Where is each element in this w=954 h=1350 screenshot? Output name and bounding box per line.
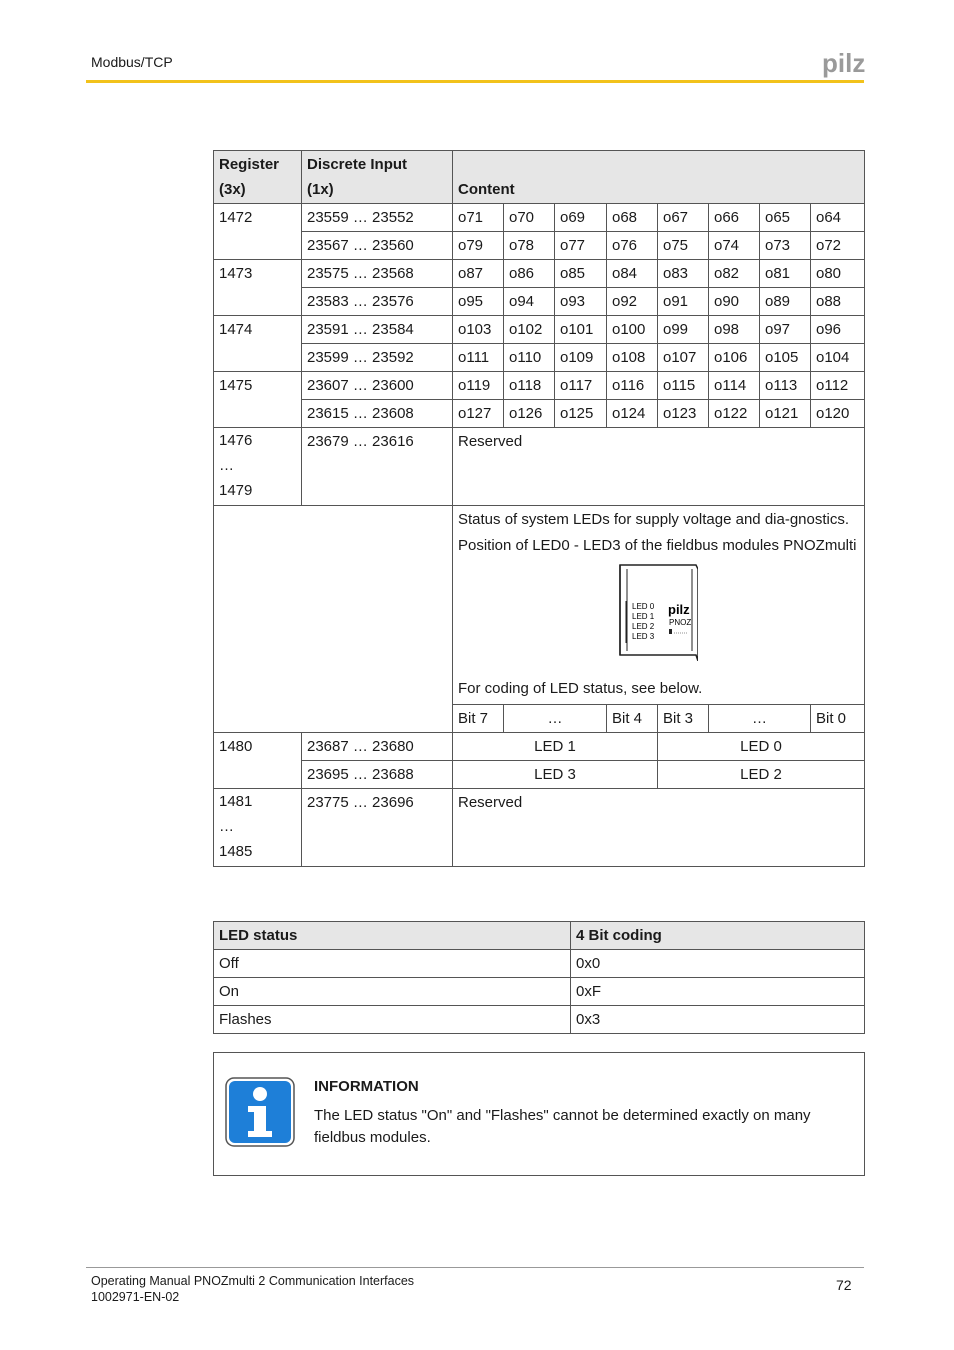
led-coding-cell: 0xF — [571, 978, 865, 1006]
bit-row — [214, 372, 865, 400]
svg-text:LED 2: LED 2 — [632, 622, 655, 631]
bit-row — [214, 344, 865, 372]
bit-cell: o78 — [504, 232, 555, 260]
led-status-table — [213, 921, 865, 1034]
bit-row — [214, 316, 865, 344]
led-low: LED 2 — [658, 761, 865, 789]
description-p3: For coding of LED status, see below. — [458, 680, 703, 697]
led-coding-cell: 0x0 — [571, 950, 865, 978]
bit-header-cell: Bit 4 — [607, 705, 658, 733]
svg-text:LED 0: LED 0 — [632, 602, 655, 611]
bit-cell: o79 — [453, 232, 504, 260]
reserved-discrete-input: 23679 … 23616 — [302, 428, 453, 506]
reserved-content: Reserved — [453, 789, 865, 867]
register-cell: 1473 — [214, 260, 302, 288]
bit-cell: o113 — [760, 372, 811, 400]
bit-cell: o121 — [760, 400, 811, 428]
header-led-status: LED status — [214, 922, 571, 950]
bit-cell: o103 — [453, 316, 504, 344]
bit-cell: o71 — [453, 204, 504, 232]
bit-cell: o65 — [760, 204, 811, 232]
bit-header-cell: … — [709, 705, 811, 733]
register-cell — [214, 344, 302, 372]
header-content: Content — [453, 151, 865, 204]
reserved-row-1 — [214, 428, 865, 506]
bit-cell: o127 — [453, 400, 504, 428]
register-cell — [214, 400, 302, 428]
header-title: Modbus/TCP — [91, 54, 173, 70]
info-title: INFORMATION — [314, 1078, 419, 1095]
bit-cell: o122 — [709, 400, 760, 428]
led-status-cell: Off — [214, 950, 571, 978]
led-register — [214, 761, 302, 789]
led-discrete-input: 23695 … 23688 — [302, 761, 453, 789]
bit-cell: o95 — [453, 288, 504, 316]
led-status-cell: On — [214, 978, 571, 1006]
svg-text:LED 3: LED 3 — [632, 632, 655, 641]
bit-cell: o100 — [607, 316, 658, 344]
bit-cell: o107 — [658, 344, 709, 372]
register-table — [213, 150, 865, 867]
header-4bit-coding: 4 Bit coding — [571, 922, 865, 950]
bit-header-cell: Bit 0 — [811, 705, 865, 733]
discrete-input-cell: 23559 … 23552 — [302, 204, 453, 232]
reserved-register: 1481 … 1485 — [214, 789, 302, 867]
register-cell — [214, 232, 302, 260]
header-register: Register (3x) — [214, 151, 302, 204]
led-table-header — [214, 922, 865, 950]
header-discrete-input: Discrete Input (1x) — [302, 151, 453, 204]
bit-cell: o97 — [760, 316, 811, 344]
led-position-figure — [618, 563, 698, 661]
empty-cell — [214, 506, 453, 733]
bit-cell: o72 — [811, 232, 865, 260]
led-description-row — [214, 506, 865, 705]
bit-cell: o101 — [555, 316, 607, 344]
bit-cell: o68 — [607, 204, 658, 232]
bit-cell: o84 — [607, 260, 658, 288]
reserved-content: Reserved — [453, 428, 865, 506]
register-cell: 1474 — [214, 316, 302, 344]
bit-cell: o69 — [555, 204, 607, 232]
discrete-input-cell: 23575 … 23568 — [302, 260, 453, 288]
bit-cell: o88 — [811, 288, 865, 316]
bit-cell: o126 — [504, 400, 555, 428]
page-number: 72 — [836, 1277, 852, 1293]
bit-cell: o73 — [760, 232, 811, 260]
bit-cell: o117 — [555, 372, 607, 400]
discrete-input-cell: 23607 … 23600 — [302, 372, 453, 400]
bit-row — [214, 204, 865, 232]
bit-header-cell: Bit 7 — [453, 705, 504, 733]
bit-cell: o80 — [811, 260, 865, 288]
led-high: LED 1 — [453, 733, 658, 761]
bit-cell: o74 — [709, 232, 760, 260]
bit-cell: o98 — [709, 316, 760, 344]
footer-rule — [86, 1267, 864, 1268]
information-box — [213, 1052, 865, 1176]
bit-cell: o116 — [607, 372, 658, 400]
bit-cell: o76 — [607, 232, 658, 260]
reserved-row-2 — [214, 789, 865, 867]
bit-cell: o91 — [658, 288, 709, 316]
bit-cell: o94 — [504, 288, 555, 316]
logo-text: pilz — [822, 48, 866, 78]
footer-info — [91, 1273, 414, 1305]
led-low: LED 0 — [658, 733, 865, 761]
reserved-discrete-input: 23775 … 23696 — [302, 789, 453, 867]
bit-cell: o109 — [555, 344, 607, 372]
bit-cell: o86 — [504, 260, 555, 288]
bit-header-cell: … — [504, 705, 607, 733]
footer-manual-title: Operating Manual PNOZmulti 2 Communication Interfaces — [91, 1274, 415, 1288]
bit-cell: o83 — [658, 260, 709, 288]
led-discrete-input: 23687 … 23680 — [302, 733, 453, 761]
pilz-logo — [820, 48, 866, 78]
bit-cell: o93 — [555, 288, 607, 316]
led-register: 1480 — [214, 733, 302, 761]
bit-cell: o115 — [658, 372, 709, 400]
register-cell: 1475 — [214, 372, 302, 400]
bit-cell: o89 — [760, 288, 811, 316]
header-rule — [86, 80, 864, 83]
bit-cell: o111 — [453, 344, 504, 372]
bit-row — [214, 288, 865, 316]
bit-cell: o104 — [811, 344, 865, 372]
bit-cell: o108 — [607, 344, 658, 372]
description-p2: Position of LED0 - LED3 of the fieldbus modules PNOZmulti — [458, 537, 857, 554]
description-p1: Status of system LEDs for supply voltage and dia-gnostics. — [458, 511, 850, 528]
info-text: The LED status "On" and "Flashes" cannot be determined exactly on many fieldbus modules. — [314, 1107, 811, 1146]
bit-cell: o77 — [555, 232, 607, 260]
led-status-row — [214, 950, 865, 978]
bit-cell: o118 — [504, 372, 555, 400]
bit-cell: o81 — [760, 260, 811, 288]
discrete-input-cell: 23591 … 23584 — [302, 316, 453, 344]
bit-cell: o123 — [658, 400, 709, 428]
led-row — [214, 733, 865, 761]
register-cell — [214, 288, 302, 316]
bit-cell: o64 — [811, 204, 865, 232]
bit-cell: o119 — [453, 372, 504, 400]
bit-cell: o85 — [555, 260, 607, 288]
discrete-input-cell: 23583 … 23576 — [302, 288, 453, 316]
bit-cell: o102 — [504, 316, 555, 344]
bit-cell: o105 — [760, 344, 811, 372]
svg-text:LED 1: LED 1 — [632, 612, 655, 621]
discrete-input-cell: 23567 … 23560 — [302, 232, 453, 260]
bit-cell: o70 — [504, 204, 555, 232]
footer-doc-number: 1002971-EN-02 — [91, 1290, 180, 1304]
bit-cell: o87 — [453, 260, 504, 288]
table-header-row — [214, 151, 865, 204]
led-high: LED 3 — [453, 761, 658, 789]
bit-row — [214, 400, 865, 428]
discrete-input-cell: 23599 … 23592 — [302, 344, 453, 372]
led-coding-cell: 0x3 — [571, 1006, 865, 1034]
bit-cell: o106 — [709, 344, 760, 372]
info-icon — [225, 1077, 295, 1147]
bit-cell: o66 — [709, 204, 760, 232]
led-status-row — [214, 978, 865, 1006]
bit-cell: o96 — [811, 316, 865, 344]
bit-cell: o110 — [504, 344, 555, 372]
bit-row — [214, 232, 865, 260]
bit-cell: o114 — [709, 372, 760, 400]
bit-cell: o92 — [607, 288, 658, 316]
led-status-cell: Flashes — [214, 1006, 571, 1034]
bit-cell: o75 — [658, 232, 709, 260]
led-status-row — [214, 1006, 865, 1034]
bit-row — [214, 260, 865, 288]
register-cell: 1472 — [214, 204, 302, 232]
svg-text:pilz: pilz — [668, 602, 690, 617]
bit-cell: o90 — [709, 288, 760, 316]
bit-cell: o67 — [658, 204, 709, 232]
bit-cell: o99 — [658, 316, 709, 344]
bit-cell: o125 — [555, 400, 607, 428]
bit-cell: o124 — [607, 400, 658, 428]
bit-cell: o82 — [709, 260, 760, 288]
discrete-input-cell: 23615 … 23608 — [302, 400, 453, 428]
reserved-register: 1476 … 1479 — [214, 428, 302, 506]
led-row — [214, 761, 865, 789]
bit-cell: o112 — [811, 372, 865, 400]
led-description — [453, 506, 865, 705]
bit-cell: o120 — [811, 400, 865, 428]
svg-text:PNOZ: PNOZ — [669, 618, 692, 627]
bit-header-cell: Bit 3 — [658, 705, 709, 733]
